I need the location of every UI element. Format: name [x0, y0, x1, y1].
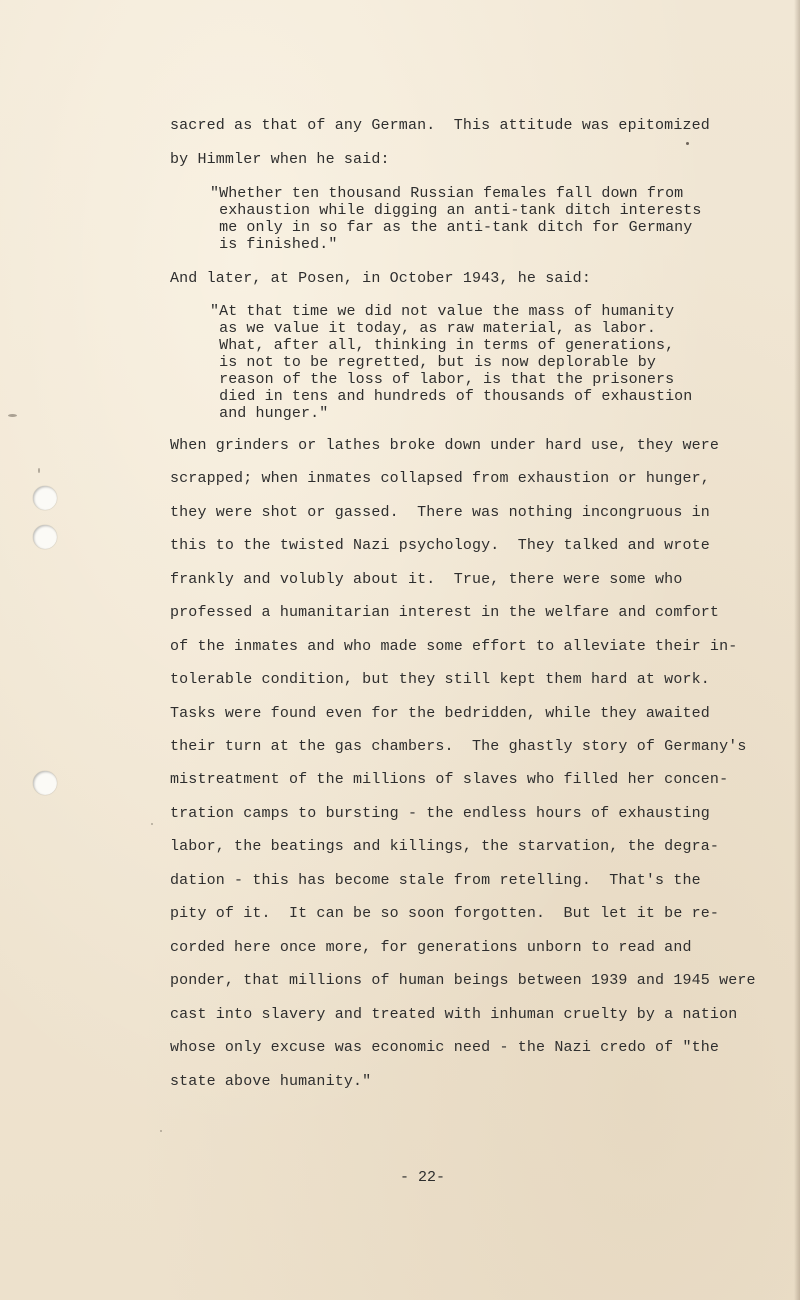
quote-line: died in tens and hundreds of thousands of exhaustion: [210, 388, 693, 405]
text-line: dation - this has become stale from retelling. That's the: [170, 872, 701, 889]
text-line: tolerable condition, but they still kept them hard at work.: [170, 671, 710, 688]
text-line: And later, at Posen, in October 1943, he said:: [170, 270, 591, 287]
text-line: When grinders or lathes broke down under hard use, they were: [170, 437, 720, 454]
paper-speck: [151, 823, 153, 825]
quote-line: and hunger.": [210, 405, 329, 422]
text-line: ponder, that millions of human beings between 1939 and 1945 were: [170, 972, 756, 989]
quote-line: is finished.": [210, 236, 338, 253]
text-line: scrapped; when inmates collapsed from exhaustion or hunger,: [170, 470, 710, 487]
quote-line: reason of the loss of labor, is that the prisoners: [210, 371, 675, 388]
text-line: corded here once more, for generations unborn to read and: [170, 939, 692, 956]
text-line: this to the twisted Nazi psychology. They talked and wrote: [170, 537, 710, 554]
quote-line: "At that time we did not value the mass of humanity: [210, 303, 675, 320]
punch-hole: [33, 771, 57, 795]
text-line: whose only excuse was economic need - the Nazi credo of "the: [170, 1039, 720, 1056]
text-line: tration camps to bursting - the endless hours of exhausting: [170, 805, 710, 822]
text-line: state above humanity.": [170, 1073, 372, 1090]
page-number: - 22-: [400, 1169, 446, 1186]
text-line: of the inmates and who made some effort to alleviate their in-: [170, 638, 738, 655]
text-line: sacred as that of any German. This attitude was epitomized: [170, 117, 710, 134]
text-line: professed a humanitarian interest in the welfare and comfort: [170, 604, 720, 621]
quote-line: exhaustion while digging an anti-tank ditch interests: [210, 202, 702, 219]
text-line: they were shot or gassed. There was nothing incongruous in: [170, 504, 710, 521]
punch-hole: [33, 486, 57, 510]
text-line: pity of it. It can be so soon forgotten. But let it be re-: [170, 905, 720, 922]
page-edge-shadow: [794, 0, 800, 1300]
text-line: labor, the beatings and killings, the starvation, the degra-: [170, 838, 720, 855]
quote-line: is not to be regretted, but is now deplorable by: [210, 354, 656, 371]
text-line: by Himmler when he said:: [170, 151, 390, 168]
text-line: mistreatment of the millions of slaves who filled her concen-: [170, 771, 729, 788]
paper-speck: [686, 142, 689, 145]
text-line: cast into slavery and treated with inhuman cruelty by a nation: [170, 1006, 738, 1023]
text-line: their turn at the gas chambers. The ghastly story of Germany's: [170, 738, 747, 755]
quote-line: me only in so far as the anti-tank ditch for Germany: [210, 219, 693, 236]
paper-speck: [160, 1130, 162, 1132]
paper-speck: [38, 468, 40, 473]
text-line: frankly and volubly about it. True, there were some who: [170, 571, 683, 588]
quote-line: What, after all, thinking in terms of generations,: [210, 337, 675, 354]
text-line: Tasks were found even for the bedridden, while they awaited: [170, 705, 710, 722]
quote-line: "Whether ten thousand Russian females fall down from: [210, 185, 684, 202]
quote-line: as we value it today, as raw material, as labor.: [210, 320, 656, 337]
punch-hole: [33, 525, 57, 549]
paper-speck: [8, 414, 17, 417]
